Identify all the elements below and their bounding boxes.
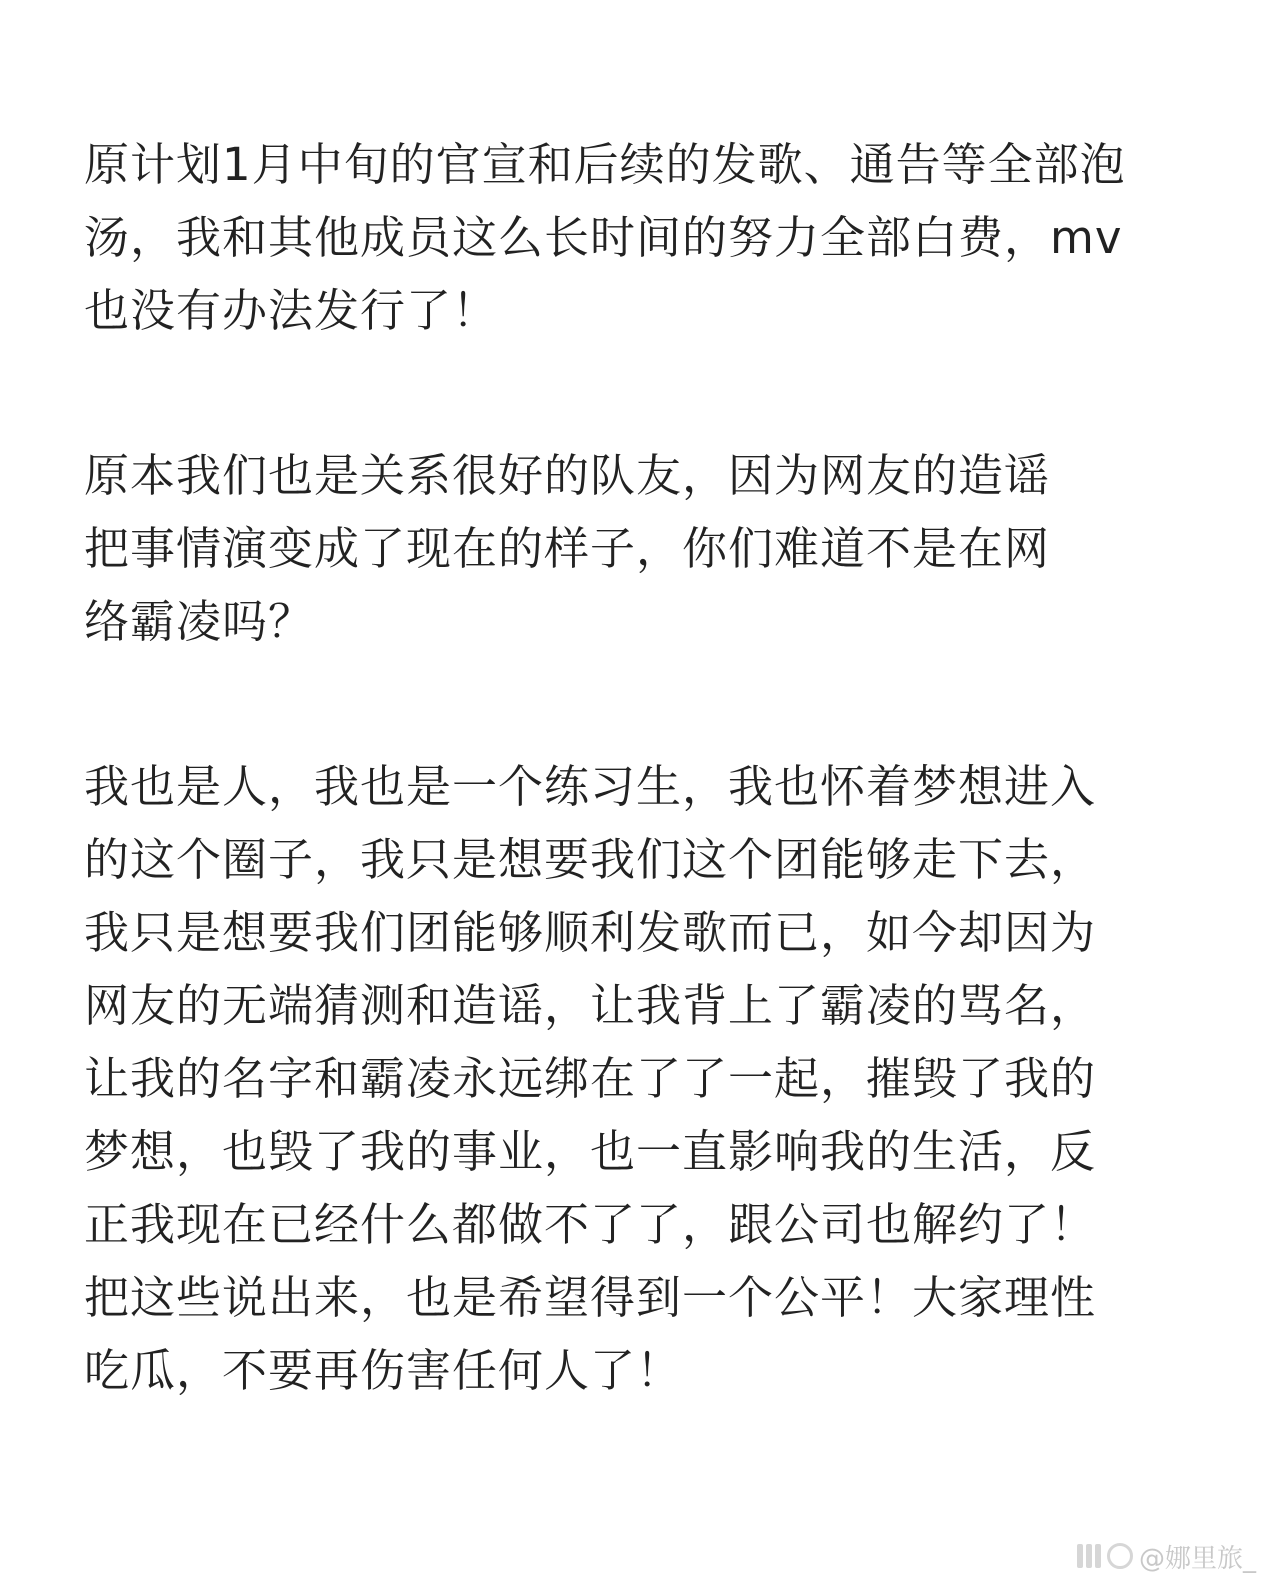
post-body [84, 128, 1194, 1407]
text-line: 我也是人，我也是一个练习生，我也怀着梦想进入 [84, 760, 1097, 813]
text-line: 我只是想要我们团能够顺利发歌而已，如今却因为 [84, 906, 1097, 959]
weibo-logo-icon [1107, 1543, 1133, 1569]
paragraph-spacer [84, 347, 1194, 439]
text-line: 原本我们也是关系很好的队友，因为网友的造谣 [84, 449, 1051, 502]
text-line: 也没有办法发行了！ [84, 284, 499, 337]
text-line: 让我的名字和霸凌永远绑在了了一起，摧毁了我的 [84, 1052, 1097, 1105]
paragraph-2 [84, 439, 1194, 658]
paragraph-spacer [84, 658, 1194, 750]
text-line: 吃瓜，不要再伤害任何人了！ [84, 1344, 683, 1397]
watermark-bars-icon [1077, 1544, 1101, 1568]
text-line: 络霸凌吗？ [84, 595, 315, 648]
text-line: 的这个圈子，我只是想要我们这个团能够走下去， [84, 833, 1097, 886]
text-line: 汤，我和其他成员这么长时间的努力全部白费，mv [84, 211, 1123, 264]
paragraph-3 [84, 750, 1194, 1407]
watermark [1077, 1539, 1256, 1573]
text-line: 网友的无端猜测和造谣，让我背上了霸凌的骂名， [84, 979, 1097, 1032]
paragraph-1 [84, 128, 1194, 347]
text-line: 正我现在已经什么都做不了了，跟公司也解约了！ [84, 1198, 1097, 1251]
watermark-text: @娜里旅_ [1138, 1543, 1256, 1574]
text-line: 原计划1月中旬的官宣和后续的发歌、通告等全部泡 [84, 138, 1126, 191]
text-line: 把事情演变成了现在的样子，你们难道不是在网 [84, 522, 1051, 575]
text-line: 梦想，也毁了我的事业，也一直影响我的生活，反 [84, 1125, 1097, 1178]
text-line: 把这些说出来，也是希望得到一个公平！大家理性 [84, 1271, 1097, 1324]
